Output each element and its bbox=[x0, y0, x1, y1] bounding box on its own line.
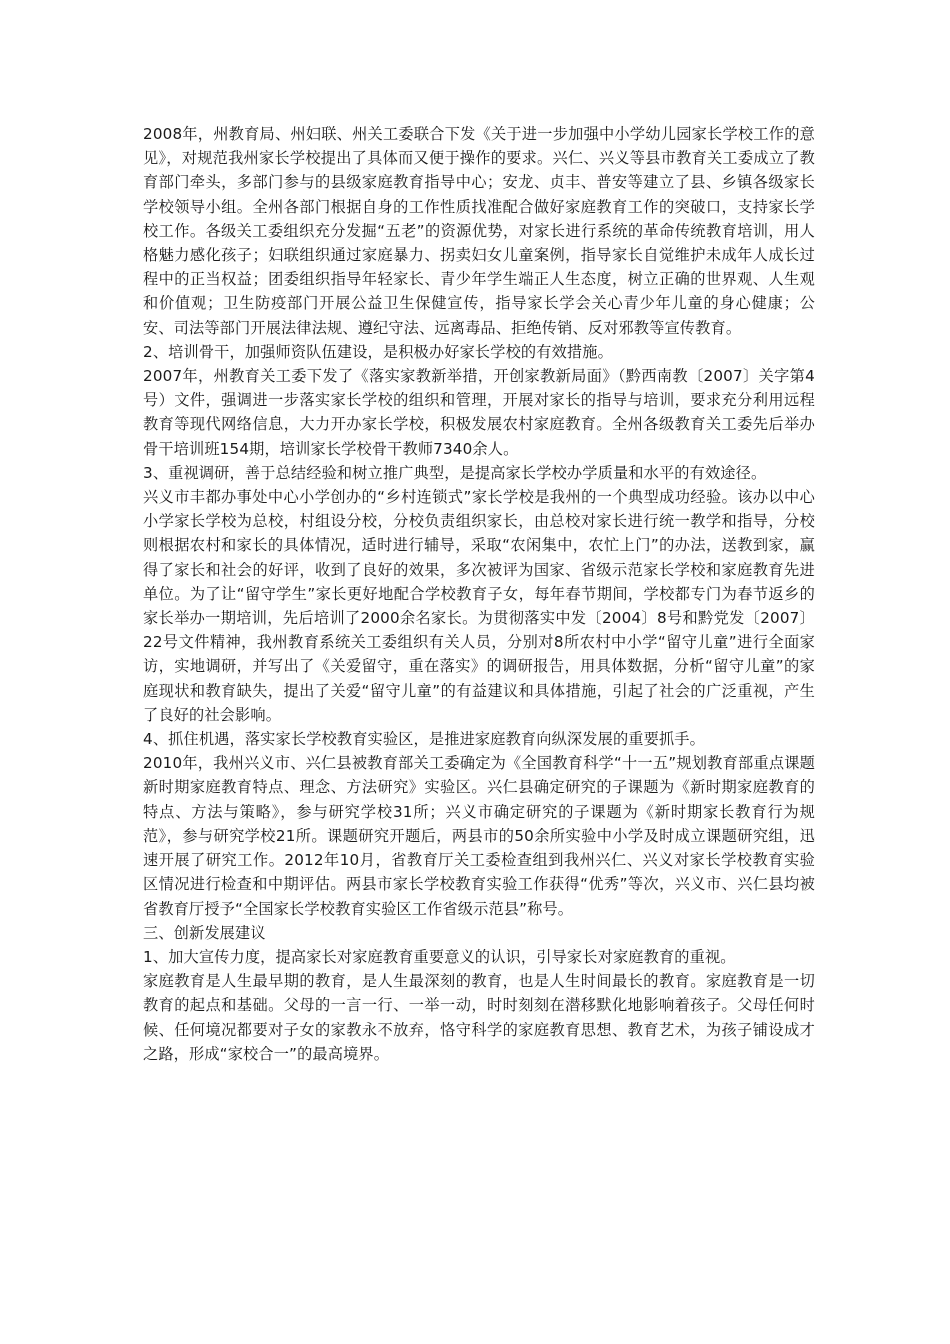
paragraph-xingyi-school: 兴义市丰都办事处中心小学创办的“乡村连锁式”家长学校是我州的一个典型成功经验。该办以中心小学家长学校为总校，村组设分校，分校负责组织家长，由总校对家长进行统一教学和指导，分校则根据农村和家长的具体情况，适时进行辅导，采取“农闲集中，农忙上门”的办法，送教到家，赢得了家长和社会的好评，收到了良好的效果，多次被评为国家、省级示范家长学校和家庭教育先进单位。为了让“留守学生”家长更好地配合学校教育子女，每年春节期间，学校都专门为春节返乡的家长举办一期培训，先后培训了2000余名家长。为贯彻落实中发〔2004〕8号和黔党发〔2007〕22号文件精神，我州教育系统关工委组织有关人员，分别对8所农村中小学“留守儿童”进行全面家访，实地调研，并写出了《关爱留守，重在落实》的调研报告，用具体数据，分析“留守儿童”的家庭现状和教育缺失，提出了关爱“留守儿童”的有益建议和具体措施，引起了社会的广泛重视，产生了良好的社会影响。 bbox=[143, 488, 815, 724]
heading-publicity: 1、加大宣传力度，提高家长对家庭教育重要意义的认识，引导家长对家庭教育的重视。 bbox=[143, 947, 736, 966]
section-heading-suggestions: 三、创新发展建议 bbox=[143, 923, 266, 942]
paragraph-policy-2007: 2007年，州教育关工委下发了《落实家教新举措，开创家教新局面》（黔西南教〔2007〕关字第4号）文件，强调进一步落实家长学校的组织和管理，开展对家长的指导与培训，要求充分利用远程教育等现代网络信息，大力开办家长学校，积极发展农村家庭教育。全州各级教育关工委先后举办骨干培训班154期，培训家长学校骨干教师7340余人。 bbox=[143, 367, 815, 458]
paragraph-policy-2008: 2008年，州教育局、州妇联、州关工委联合下发《关于进一步加强中小学幼儿园家长学校工作的意见》，对规范我州家长学校提出了具体而又便于操作的要求。兴仁、兴义等县市教育关工委成立了教育部门牵头，多部门参与的县级家庭教育指导中心；安龙、贞丰、普安等建立了县、乡镇各级家长学校领导小组。全州各部门根据自身的工作性质找准配合做好家庭教育工作的突破口，支持家长学校工作。各级关工委组织充分发掘“五老”的资源优势，对家长进行系统的革命传统教育培训，用人格魅力感化孩子；妇联组织通过家庭暴力、拐卖妇女儿童案例，指导家长自觉维护未成年人成长过程中的正当权益；团委组织指导年轻家长、青少年学生端正人生态度，树立正确的世界观、人生观和价值观；卫生防疫部门开展公益卫生保健宣传，指导家长学会关心青少年儿童的身心健康；公安、司法等部门开展法律法规、遵纪守法、远离毒品、拒绝传销、反对邪教等宣传教育。 bbox=[143, 125, 815, 337]
paragraph-family-education: 家庭教育是人生最早期的教育，是人生最深刻的教育，也是人生时间最长的教育。家庭教育是一切教育的起点和基础。父母的一言一行、一举一动，时时刻刻在潜移默化地影响着孩子。父母任何时候、任何境况都要对子女的家教永不放弃，恪守科学的家庭教育思想、教育艺术，为孩子铺设成才之路，形成“家校合一”的最高境界。 bbox=[143, 972, 815, 1063]
heading-experimental-zone: 4、抓住机遇，落实家长学校教育实验区，是推进家庭教育向纵深发展的重要抓手。 bbox=[143, 730, 705, 749]
heading-research-typical: 3、重视调研，善于总结经验和树立推广典型，是提高家长学校办学质量和水平的有效途径。 bbox=[143, 463, 767, 482]
document-body bbox=[143, 122, 815, 1066]
heading-training-backbone: 2、培训骨干，加强师资队伍建设，是积极办好家长学校的有效措施。 bbox=[143, 342, 613, 361]
paragraph-experiment-2010: 2010年，我州兴义市、兴仁县被教育部关工委确定为《全国教育科学“十一五”规划教育部重点课题新时期家庭教育特点、理念、方法研究》实验区。兴仁县确定研究的子课题为《新时期家庭教育的特点、方法与策略》，参与研究学校31所；兴义市确定研究的子课题为《新时期家长教育行为规范》，参与研究学校21所。课题研究开题后，两县市的50余所实验中小学及时成立课题研究组，迅速开展了研究工作。2012年10月，省教育厅关工委检查组到我州兴仁、兴义对家长学校教育实验区情况进行检查和中期评估。两县市家长学校教育实验工作获得“优秀”等次，兴义市、兴仁县均被省教育厅授予“全国家长学校教育实验区工作省级示范县”称号。 bbox=[143, 754, 815, 918]
